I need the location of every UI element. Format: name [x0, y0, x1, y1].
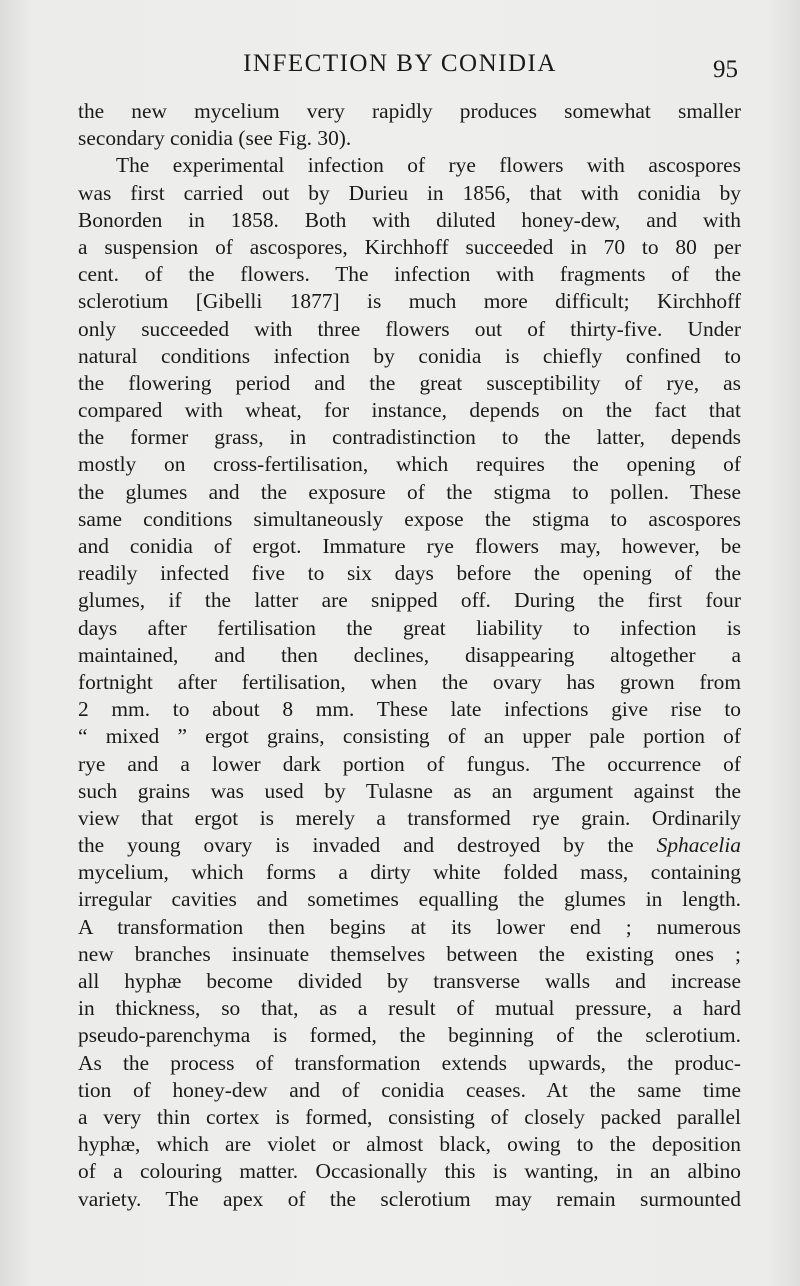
- text-line: 2 mm. to about 8 mm. These late infections give rise to: [78, 697, 741, 722]
- text-line: sclerotium [Gibelli 1877] is much more difficult; Kirchhoff: [78, 289, 741, 314]
- text-line: the flowering period and the great susceptibility of rye, as: [78, 370, 741, 395]
- text-line: the glumes and the exposure of the stigma to pollen. These: [78, 479, 741, 504]
- text-line: hyphæ, which are violet or almost black, owing to the deposition: [78, 1132, 741, 1157]
- text-line: natural conditions infection by conidia is chiefly confined to: [78, 343, 741, 368]
- text-line: pseudo-parenchyma is formed, the beginning of the sclerotium.: [78, 1023, 741, 1048]
- body-text: [78, 98, 741, 1213]
- text-line: fortnight after fertilisation, when the ovary has grown from: [78, 669, 741, 694]
- page-number: 95: [713, 56, 738, 83]
- text-line: compared with wheat, for instance, depends on the fact that: [78, 398, 741, 423]
- text-line: was first carried out by Durieu in 1856, that with conidia by: [78, 180, 741, 205]
- text-line: the new mycelium very rapidly produces somewhat smaller: [78, 99, 741, 123]
- text-line: the former grass, in contradistinction to the latter, depends: [78, 425, 741, 450]
- text-line: same conditions simultaneously expose the stigma to ascospores: [78, 506, 741, 531]
- text-line: glumes, if the latter are snipped off. During the first four: [78, 588, 741, 613]
- running-head: [0, 50, 800, 84]
- text-line: new branches insinuate themselves between the existing ones ;: [78, 941, 741, 966]
- text-line-with-italic: [78, 832, 741, 859]
- text-line: days after fertilisation the great liability to infection is: [78, 615, 741, 640]
- text-line: and conidia of ergot. Immature rye flowers may, however, be: [78, 534, 741, 558]
- text-line: tion of honey-dew and of conidia ceases. At the same time: [78, 1077, 741, 1102]
- text-line: irregular cavities and sometimes equalling the glumes in length.: [78, 887, 741, 912]
- text-line: “ mixed ” ergot grains, consisting of an upper pale portion of: [78, 724, 741, 749]
- text-line: a very thin cortex is formed, consisting of closely packed parallel: [78, 1104, 741, 1129]
- text-line: secondary conidia (see Fig. 30).: [78, 126, 352, 151]
- text-line: A transformation then begins at its lower end ; numerous: [78, 914, 741, 939]
- text-line: a suspension of ascospores, Kirchhoff succeeded in 70 to 80 per: [78, 234, 741, 259]
- text-line: all hyphæ become divided by transverse walls and increase: [78, 969, 741, 993]
- text-line: only succeeded with three flowers out of thirty-five. Under: [78, 316, 741, 341]
- text-line: readily infected five to six days before the opening of the: [78, 561, 741, 586]
- text-line: maintained, and then declines, disappearing altogether a: [78, 642, 741, 667]
- text-line: cent. of the flowers. The infection with fragments of the: [78, 262, 741, 287]
- italic-term: Sphacelia: [656, 833, 741, 858]
- text-line: The experimental infection of rye flowers with ascospores: [116, 153, 741, 178]
- text-fragment: the young ovary is invaded and destroyed by the: [78, 833, 634, 858]
- text-line: in thickness, so that, as a result of mutual pressure, a hard: [78, 996, 741, 1021]
- text-line: of a colouring matter. Occasionally this is wanting, in an albino: [78, 1159, 741, 1184]
- text-line: Bonorden in 1858. Both with diluted honey-dew, and with: [78, 207, 741, 232]
- text-line: rye and a lower dark portion of fungus. The occurrence of: [78, 751, 741, 776]
- text-line: mostly on cross-fertilisation, which requires the opening of: [78, 452, 741, 477]
- text-line: As the process of transformation extends upwards, the produc-: [78, 1050, 741, 1075]
- page-title: INFECTION BY CONIDIA: [243, 50, 557, 77]
- text-line: mycelium, which forms a dirty white folded mass, containing: [78, 860, 741, 885]
- text-line: such grains was used by Tulasne as an argument against the: [78, 778, 741, 803]
- text-line: view that ergot is merely a transformed rye grain. Ordinarily: [78, 805, 741, 830]
- text-line: variety. The apex of the sclerotium may remain surmounted: [78, 1186, 741, 1211]
